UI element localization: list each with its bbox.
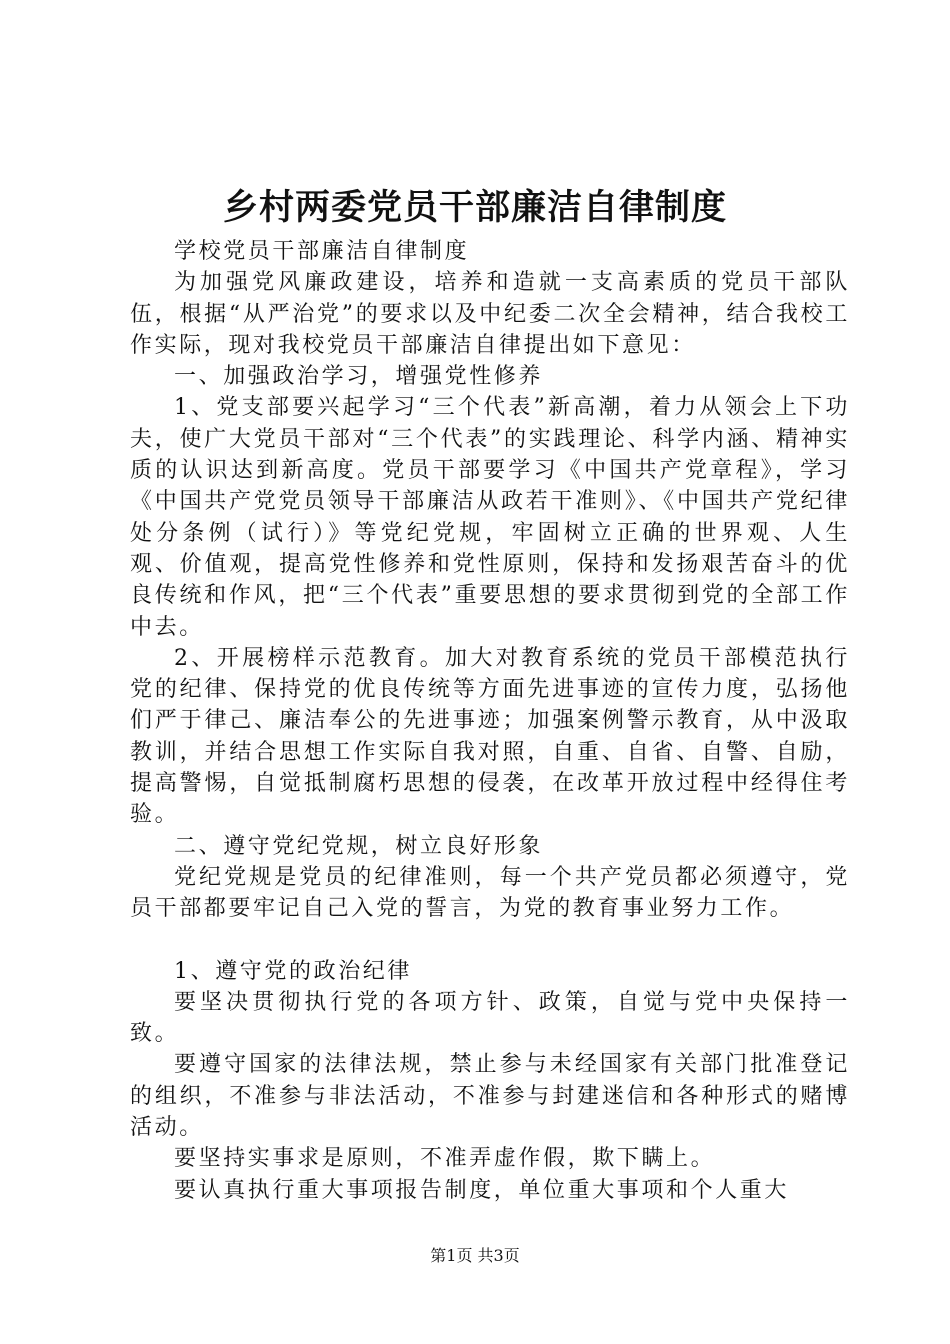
- section1-item-2: 2、开展榜样示范教育。加大对教育系统的党员干部模范执行党的纪律、保持党的优良传统等方面先进事迹的宣传力度，弘扬他们严于律己、廉洁奉公的先进事迹；加强案例警示教育，从中汲取教训，并结合思想工作实际自我对照，自重、自省、自警、自励，提高警惕，自觉抵制腐朽思想的侵袭，在改革开放过程中经得住考验。: [130, 645, 850, 828]
- page-indicator: 第1页 共3页: [430, 1246, 520, 1265]
- document-body: [130, 236, 850, 1206]
- section-heading-1: 一、加强政治学习，增强党性修养: [174, 364, 544, 390]
- paragraph-gap: [130, 925, 850, 956]
- document-title: 乡村两委党员干部廉洁自律制度: [222, 188, 727, 228]
- rule-paragraph-3: 要坚持实事求是原则，不准弄虚作假，欺下瞒上。: [174, 1146, 716, 1172]
- intro-paragraph: 为加强党风廉政建设，培养和造就一支高素质的党员干部队伍，根据“从严治党”的要求以及中纪委二次全会精神，结合我校工作实际，现对我校党员干部廉洁自律提出如下意见：: [130, 270, 850, 358]
- rule-paragraph-4: 要认真执行重大事项报告制度，单位重大事项和个人重大: [174, 1177, 790, 1203]
- section-heading-2: 二、遵守党纪党规，树立良好形象: [174, 833, 544, 859]
- section1-item-1: 1、党支部要兴起学习“三个代表”新高潮，着力从领会上下功夫，使广大党员干部对“三个代表”的实践理论、科学内涵、精神实质的认识达到新高度。党员干部要学习《中国共产党章程》，学习《中国共产党党员领导干部廉洁从政若干准则》、《中国共产党纪律处分条例（试行）》等党纪党规，牢固树立正确的世界观、人生观、价值观，提高党性修养和党性原则，保持和发扬艰苦奋斗的优良传统和作风，把“三个代表”重要思想的要求贯彻到党的全部工作中去。: [130, 395, 850, 640]
- rule-paragraph-2: 要遵守国家的法律法规，禁止参与未经国家有关部门批准登记的组织，不准参与非法活动，不准参与封建迷信和各种形式的赌博活动。: [130, 1052, 850, 1141]
- rule-paragraph-1: 要坚决贯彻执行党的各项方针、政策，自觉与党中央保持一致。: [130, 989, 850, 1047]
- section2-intro: 党纪党规是党员的纪律准则，每一个共产党员都必须遵守，党员干部都要牢记自己入党的誓言，为党的教育事业努力工作。: [130, 864, 850, 922]
- section2-item-1-heading: 1、遵守党的政治纪律: [174, 958, 412, 984]
- document-subtitle: 学校党员干部廉洁自律制度: [174, 239, 470, 264]
